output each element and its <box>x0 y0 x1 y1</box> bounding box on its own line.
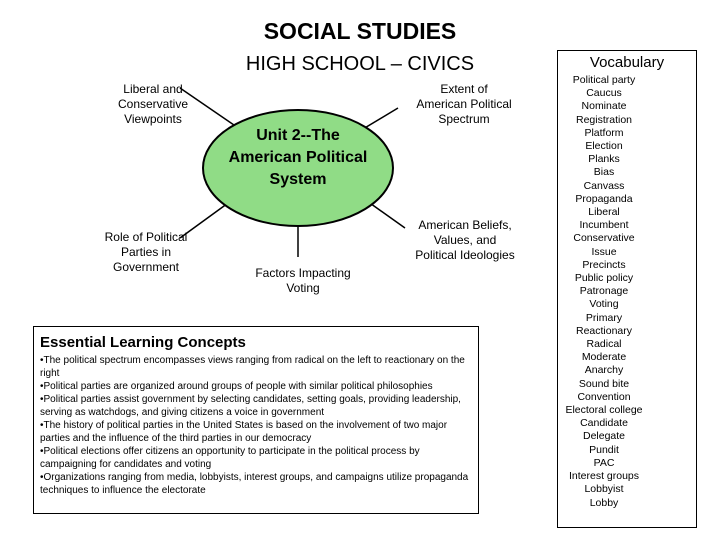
vocabulary-term: Election <box>585 140 623 153</box>
vocabulary-term: Sound bite <box>578 377 630 390</box>
vocabulary-term: Nominate <box>581 100 627 113</box>
vocabulary-term: Candidate <box>580 417 628 430</box>
page-title: SOCIAL STUDIES <box>263 18 457 44</box>
vocabulary-title: Vocabulary <box>589 54 665 71</box>
center-topic: Unit 2--The American Political System <box>228 127 368 188</box>
vocabulary-term: Planks <box>588 153 620 166</box>
vocabulary-term: Bias <box>593 166 615 179</box>
vocabulary-term: Reactionary <box>575 324 633 337</box>
spoke-label-political-spectrum: Extent of American Political Spectrum <box>416 82 512 126</box>
concept-item: •Political elections offer citizens an opportunity to participate in the political process by campaigning for candidates and voting <box>40 446 420 470</box>
vocabulary-term: Voting <box>589 298 619 311</box>
concept-item: •Political parties assist government by selecting candidates, setting goals, providing leadership, serving as watchdogs, and giving citizens a voice in government <box>40 394 461 418</box>
vocabulary-term: Public policy <box>574 272 634 285</box>
vocabulary-term: PAC <box>593 456 615 469</box>
spoke-label-role-of-parties: Role of Political Parties in Government <box>104 230 188 274</box>
vocabulary-term: Delegate <box>582 430 626 443</box>
vocabulary-term: Pundit <box>589 443 619 456</box>
vocabulary-list <box>558 74 654 510</box>
essential-concepts-title: Essential Learning Concepts <box>40 334 246 351</box>
vocabulary-term: Liberal <box>588 206 620 219</box>
vocabulary-term: Conservative <box>573 232 635 245</box>
vocabulary-term: Patronage <box>579 285 629 298</box>
spoke-label-beliefs-values: American Beliefs, Values, and Political Ideologies <box>415 218 515 262</box>
vocabulary-term: Precincts <box>582 258 626 271</box>
page-subtitle: HIGH SCHOOL – CIVICS <box>245 53 475 75</box>
vocabulary-term: Caucus <box>586 87 622 100</box>
vocabulary-term: Radical <box>586 338 622 351</box>
vocabulary-term: Anarchy <box>584 364 624 377</box>
spoke-label-voting-factors: Factors Impacting Voting <box>255 266 351 295</box>
vocabulary-term: Propaganda <box>575 192 633 205</box>
vocabulary-term: Incumbent <box>579 219 629 232</box>
vocabulary-term: Convention <box>577 390 631 403</box>
vocabulary-term: Registration <box>575 113 633 126</box>
vocabulary-term: Lobbyist <box>584 483 624 496</box>
concept-item: •Political parties are organized around groups of people with similar political philosophies <box>40 381 433 392</box>
vocabulary-term: Lobby <box>589 496 619 509</box>
vocabulary-term: Issue <box>591 245 617 258</box>
concept-item: •The political spectrum encompasses views ranging from radical on the left to reactionary on the right <box>40 355 465 379</box>
vocabulary-term: Moderate <box>581 351 627 364</box>
spoke-label-liberal-conservative: Liberal and Conservative Viewpoints <box>117 82 189 126</box>
essential-concepts-box <box>33 326 479 514</box>
concept-item: •Organizations ranging from media, lobbyists, interest groups, and campaigns utilize propaganda techniques to influence the electorate <box>40 472 469 496</box>
vocabulary-term: Political party <box>572 74 636 86</box>
vocabulary-term: Primary <box>585 311 623 324</box>
concept-item: •The history of political parties in the United States is based on the involvement of two major parties and the influence of the third parties in our democracy <box>40 420 448 444</box>
vocabulary-term: Electoral college <box>565 404 643 417</box>
vocabulary-term: Platform <box>584 126 624 139</box>
vocabulary-term: Canvass <box>583 179 625 192</box>
vocabulary-term: Interest groups <box>568 470 640 483</box>
vocabulary-box <box>557 50 697 528</box>
